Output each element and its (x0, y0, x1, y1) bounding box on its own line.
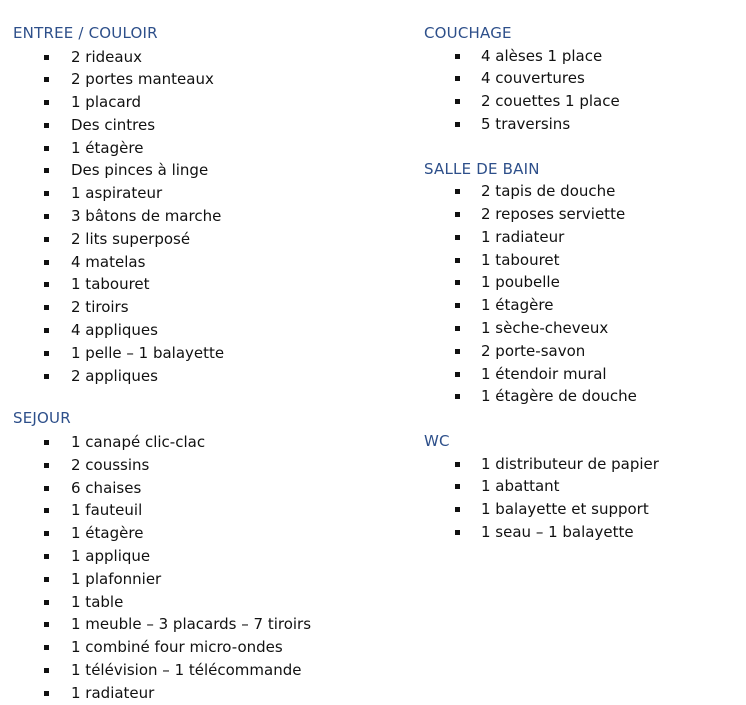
item-label: 1 balayette et support (481, 500, 649, 519)
section-title: WC (424, 432, 450, 451)
item-label: 1 étagère (71, 138, 144, 157)
list-item (13, 591, 373, 614)
list-item (424, 67, 734, 90)
square-bullet-icon (44, 328, 49, 333)
square-bullet-icon (455, 484, 460, 489)
list-item (13, 68, 373, 91)
item-label: 1 table (71, 592, 124, 611)
section-sejour (13, 407, 373, 704)
list-item (424, 113, 734, 136)
item-label: 2 porte-savon (481, 341, 586, 360)
list-item (424, 226, 734, 249)
list-item (424, 363, 734, 386)
square-bullet-icon (44, 554, 49, 559)
square-bullet-icon (455, 462, 460, 467)
item-label: 2 tapis de douche (481, 182, 616, 201)
item-label: 4 couvertures (481, 69, 585, 88)
square-bullet-icon (44, 123, 49, 128)
square-bullet-icon (44, 463, 49, 468)
square-bullet-icon (44, 260, 49, 265)
square-bullet-icon (455, 258, 460, 263)
list-item (424, 203, 734, 226)
item-label: 3 bâtons de marche (71, 207, 222, 226)
list-item (13, 91, 373, 114)
item-label: 4 alèses 1 place (481, 46, 603, 65)
item-label: 1 applique (71, 546, 151, 565)
square-bullet-icon (44, 146, 49, 151)
square-bullet-icon (455, 372, 460, 377)
square-bullet-icon (44, 440, 49, 445)
square-bullet-icon (44, 305, 49, 310)
section-salle-de-bain (424, 158, 734, 408)
right-column (424, 22, 734, 544)
square-bullet-icon (455, 212, 460, 217)
square-bullet-icon (44, 237, 49, 242)
section-couchage (424, 22, 734, 136)
square-bullet-icon (455, 349, 460, 354)
square-bullet-icon (44, 622, 49, 627)
list-item (424, 498, 734, 521)
square-bullet-icon (455, 326, 460, 331)
list-item (13, 205, 373, 228)
item-label: 1 étendoir mural (481, 364, 607, 383)
item-label: 1 étagère (481, 296, 554, 315)
item-list (13, 431, 373, 705)
list-item (13, 273, 373, 296)
square-bullet-icon (44, 531, 49, 536)
item-label: 1 combiné four micro-ondes (71, 638, 283, 657)
list-item (13, 545, 373, 568)
list-item (13, 159, 373, 182)
list-item (424, 317, 734, 340)
item-list (424, 453, 734, 544)
item-label: 1 canapé clic-clac (71, 432, 206, 451)
list-item (13, 568, 373, 591)
list-item (424, 271, 734, 294)
square-bullet-icon (455, 303, 460, 308)
item-label: 1 radiateur (481, 227, 565, 246)
square-bullet-icon (455, 280, 460, 285)
square-bullet-icon (44, 600, 49, 605)
left-column (13, 22, 373, 705)
list-item (424, 521, 734, 544)
item-label: 1 meuble – 3 placards – 7 tiroirs (71, 615, 312, 634)
square-bullet-icon (44, 374, 49, 379)
square-bullet-icon (455, 507, 460, 512)
item-label: Des pinces à linge (71, 161, 209, 180)
item-label: 5 traversins (481, 114, 571, 133)
list-item (13, 477, 373, 500)
square-bullet-icon (44, 645, 49, 650)
item-label: 6 chaises (71, 478, 142, 497)
item-label: 1 sèche-cheveux (481, 318, 609, 337)
square-bullet-icon (44, 168, 49, 173)
square-bullet-icon (455, 122, 460, 127)
section-title: SEJOUR (13, 409, 71, 428)
square-bullet-icon (44, 668, 49, 673)
square-bullet-icon (455, 394, 460, 399)
item-label: 1 étagère de douche (481, 387, 637, 406)
list-item (13, 228, 373, 251)
section-entree-couloir (13, 22, 373, 387)
item-label: 1 fauteuil (71, 501, 143, 520)
square-bullet-icon (44, 351, 49, 356)
item-label: 1 distributeur de papier (481, 454, 659, 473)
list-item (13, 682, 373, 705)
square-bullet-icon (455, 76, 460, 81)
item-label: Des cintres (71, 115, 156, 134)
section-title: ENTREE / COULOIR (13, 24, 158, 42)
list-item (424, 294, 734, 317)
item-label: 1 abattant (481, 477, 560, 496)
square-bullet-icon (455, 99, 460, 104)
item-list (13, 46, 373, 388)
item-label: 1 tabouret (481, 250, 560, 269)
item-label: 2 reposes serviette (481, 204, 626, 223)
list-item (13, 499, 373, 522)
item-label: 2 portes manteaux (71, 70, 214, 89)
item-label: 1 poubelle (481, 273, 560, 292)
list-item (13, 114, 373, 137)
square-bullet-icon (455, 189, 460, 194)
list-item (13, 659, 373, 682)
list-item (13, 365, 373, 388)
list-item (424, 90, 734, 113)
list-item (424, 475, 734, 498)
item-label: 1 plafonnier (71, 569, 162, 588)
square-bullet-icon (455, 235, 460, 240)
square-bullet-icon (44, 691, 49, 696)
list-item (13, 319, 373, 342)
section-wc (424, 430, 734, 544)
item-label: 4 matelas (71, 252, 146, 271)
list-item (13, 251, 373, 274)
list-item (13, 182, 373, 205)
item-label: 2 couettes 1 place (481, 92, 620, 111)
item-list (424, 180, 734, 408)
item-label: 1 placard (71, 93, 142, 112)
list-item (13, 342, 373, 365)
item-label: 1 aspirateur (71, 184, 163, 203)
list-item (13, 613, 373, 636)
list-item (424, 249, 734, 272)
item-label: 1 seau – 1 balayette (481, 523, 634, 542)
list-item (13, 296, 373, 319)
item-label: 1 pelle – 1 balayette (71, 343, 225, 362)
square-bullet-icon (455, 54, 460, 59)
section-title: COUCHAGE (424, 24, 512, 42)
item-label: 2 appliques (71, 366, 158, 385)
square-bullet-icon (44, 508, 49, 513)
list-item (424, 385, 734, 408)
square-bullet-icon (44, 577, 49, 582)
item-label: 2 tiroirs (71, 298, 129, 317)
square-bullet-icon (44, 282, 49, 287)
item-label: 1 tabouret (71, 275, 150, 294)
square-bullet-icon (44, 214, 49, 219)
square-bullet-icon (44, 191, 49, 196)
list-item (13, 454, 373, 477)
square-bullet-icon (44, 55, 49, 60)
list-item (13, 522, 373, 545)
square-bullet-icon (44, 77, 49, 82)
item-label: 1 télévision – 1 télécommande (71, 660, 302, 679)
square-bullet-icon (455, 530, 460, 535)
list-item (424, 180, 734, 203)
list-item (13, 137, 373, 160)
item-label: 2 rideaux (71, 47, 142, 66)
item-label: 4 appliques (71, 321, 158, 340)
item-label: 2 coussins (71, 455, 150, 474)
list-item (424, 453, 734, 476)
list-item (13, 636, 373, 659)
item-label: 2 lits superposé (71, 229, 191, 248)
list-item (13, 46, 373, 69)
square-bullet-icon (44, 486, 49, 491)
item-label: 1 radiateur (71, 683, 155, 702)
square-bullet-icon (44, 100, 49, 105)
list-item (424, 340, 734, 363)
item-label: 1 étagère (71, 524, 144, 543)
section-title: SALLE DE BAIN (424, 159, 540, 178)
list-item (13, 431, 373, 454)
item-list (424, 45, 734, 136)
list-item (424, 45, 734, 68)
